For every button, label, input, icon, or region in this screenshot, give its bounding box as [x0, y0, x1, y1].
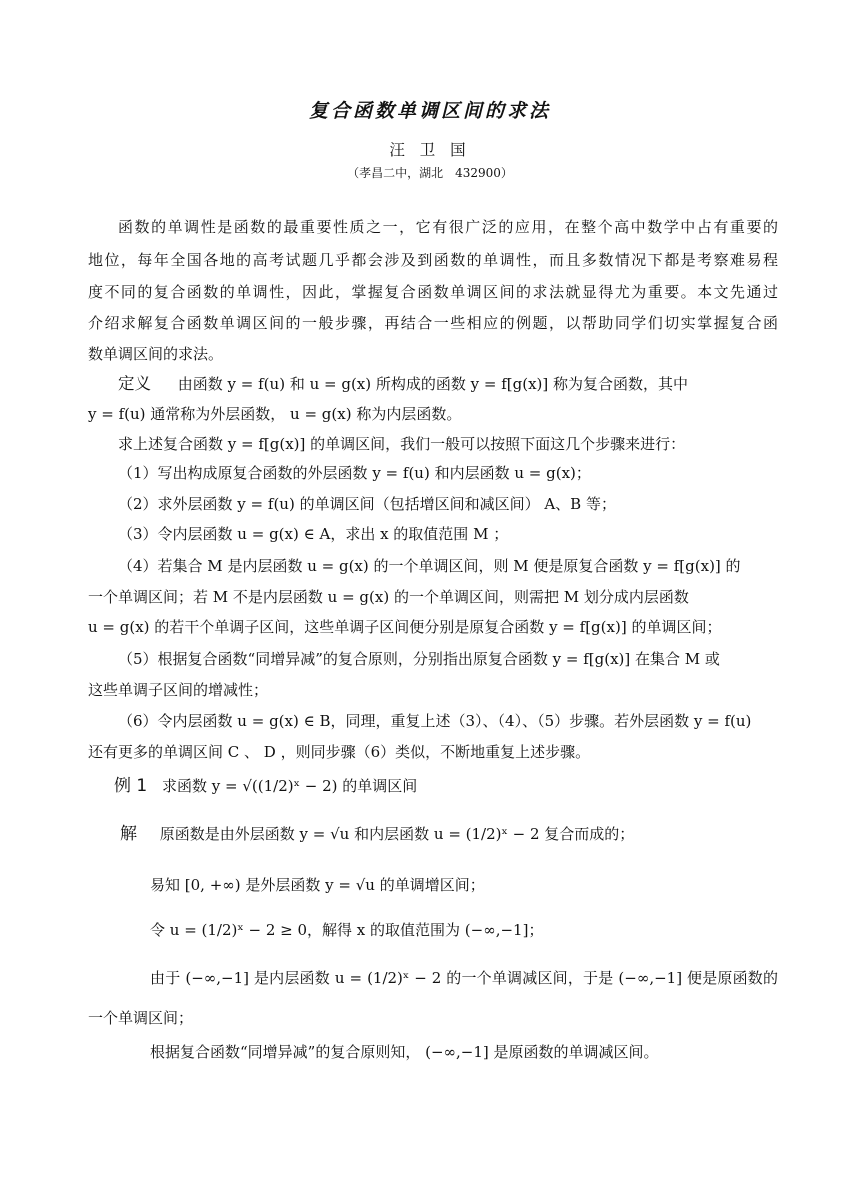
intro-line: 介绍求解复合函数单调区间的一般步骤，再结合一些相应的例题，以帮助同学们切实掌握复合函 — [88, 314, 778, 332]
intro-line: 地位，每年全国各地的高考试题几乎都会涉及到函数的单调性，而且多数情况下都是考察难易程 — [88, 251, 778, 269]
solution-line — [120, 824, 810, 844]
solution-label: 解 — [120, 824, 137, 844]
step-item: （4）若集合 M 是内层函数 u = g(x) 的一个单调区间，则 M 便是原复合函数 y = f[g(x)] 的 — [118, 557, 741, 575]
step-item: 还有更多的单调区间 C 、 D ，则同步骤（6）类似，不断地重复上述步骤。 — [88, 743, 591, 761]
intro-line: 函数的单调性是函数的最重要性质之一，它有很广泛的应用，在整个高中数学中占有重要的 — [118, 218, 778, 236]
step-item: （2）求外层函数 y = f(u) 的单调区间（包括增区间和减区间） A、B 等； — [118, 495, 616, 513]
step-item: u = g(x) 的若干个单调子区间，这些单调子区间便分别是原复合函数 y = f[g(x)] 的单调区间； — [88, 618, 722, 636]
step-item: 这些单调子区间的增减性； — [88, 681, 269, 699]
solution-text: 原函数是由外层函数 y = √u 和内层函数 u = (1/2)ˣ − 2 复合而成的； — [159, 825, 635, 843]
definition-line — [118, 374, 778, 394]
step-item: （6）令内层函数 u = g(x) ∈ B，同理，重复上述（3）、（4）、（5）步骤。若外层函数 y = f(u) — [118, 712, 752, 730]
solution-line: 由于 (−∞,−1] 是内层函数 u = (1/2)ˣ − 2 的一个单调减区间，于是 (−∞,−1] 便是原函数的 — [150, 969, 778, 987]
intro-line: 度不同的复合函数的单调性，因此，掌握复合函数单调区间的求法就显得尤为重要。本文先通过 — [88, 283, 778, 301]
step-item: （1）写出构成原复合函数的外层函数 y = f(u) 和内层函数 u = g(x)； — [118, 464, 591, 482]
solution-line: 令 u = (1/2)ˣ − 2 ≥ 0，解得 x 的取值范围为 (−∞,−1]； — [150, 921, 544, 939]
definition-label: 定义 — [118, 374, 151, 393]
author-affiliation: （孝昌二中，湖北 432900） — [347, 166, 513, 180]
solution-line: 易知 [0, +∞) 是外层函数 y = √u 的单调增区间； — [150, 876, 485, 894]
step-item: （5）根据复合函数“同增异减”的复合原则，分别指出原复合函数 y = f[g(x)] 在集合 M 或 — [118, 650, 720, 668]
step-item: （3）令内层函数 u = g(x) ∈ A，求出 x 的取值范围 M ； — [118, 525, 509, 543]
solution-line: 一个单调区间； — [88, 1009, 194, 1027]
steps-intro: 求上述复合函数 y = f[g(x)] 的单调区间，我们一般可以按照下面这几个步骤来进行： — [118, 435, 686, 453]
example-label: 例 1 — [114, 776, 148, 796]
step-item: 一个单调区间；若 M 不是内层函数 u = g(x) 的一个单调区间，则需把 M 划分成内层函数 — [88, 588, 689, 606]
example-text: 求函数 y = √((1/2)ˣ − 2) 的单调区间 — [162, 777, 418, 795]
definition-text: 由函数 y = f(u) 和 u = g(x) 所构成的函数 y = f[g(x)] 称为复合函数，其中 — [177, 375, 689, 393]
intro-line: 数单调区间的求法。 — [88, 345, 224, 363]
definition-line-2: y = f(u) 通常称为外层函数， u = g(x) 称为内层函数。 — [88, 405, 462, 423]
page-title: 复合函数单调区间的求法 — [308, 100, 551, 122]
example-line — [114, 776, 804, 796]
author-name: 汪 卫 国 — [389, 141, 471, 159]
solution-line: 根据复合函数“同增异减”的复合原则知， (−∞,−1] 是原函数的单调减区间。 — [150, 1043, 659, 1061]
